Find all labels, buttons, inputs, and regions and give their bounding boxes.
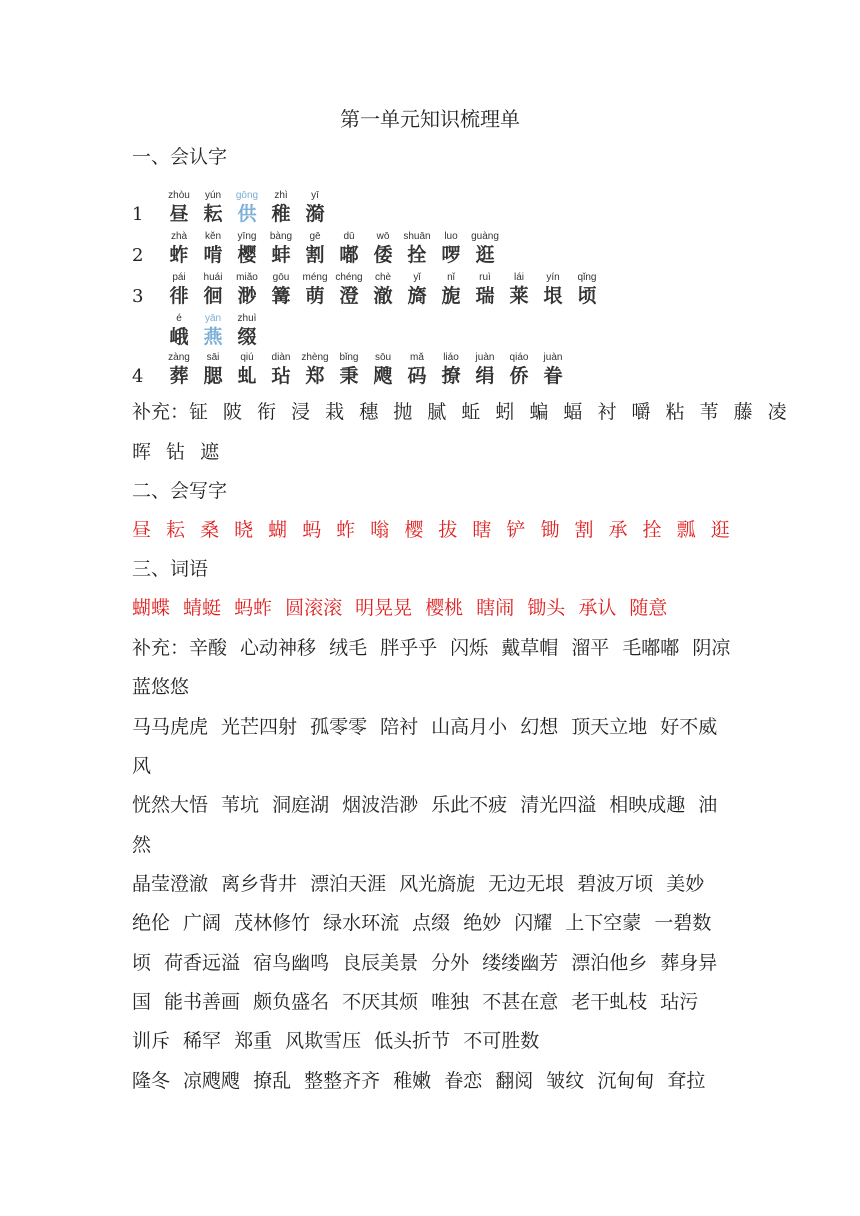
char-cell xyxy=(266,352,296,388)
char-cell xyxy=(164,231,194,267)
row-number: 3 xyxy=(132,286,144,307)
pinyin: nǐ xyxy=(447,272,455,283)
section2-heading: 二、会写字 xyxy=(132,480,228,502)
char-cell xyxy=(300,190,330,226)
char-cell xyxy=(334,231,364,267)
char-cell xyxy=(232,352,262,388)
hanzi: 蚌 xyxy=(271,244,291,266)
hanzi: 澈 xyxy=(373,285,393,307)
char-cell xyxy=(266,231,296,267)
hanzi: 漪 xyxy=(305,203,325,225)
char-cell xyxy=(198,352,228,388)
pinyin: zhèng xyxy=(301,352,329,363)
hanzi: 徊 xyxy=(203,285,223,307)
pinyin: shuān xyxy=(403,231,431,242)
char-cell xyxy=(470,231,500,267)
pinyin: mǎ xyxy=(410,352,424,363)
char-cell xyxy=(368,272,398,308)
char-cell xyxy=(300,231,330,267)
section1-heading: 一、会认字 xyxy=(132,146,228,168)
word-line: 顷 荷香远溢 宿鸟幽鸣 良辰美景 分外 缕缕幽芳 漂泊他乡 葬身异 xyxy=(132,952,718,974)
pinyin: é xyxy=(176,313,182,324)
pinyin: sōu xyxy=(374,352,392,363)
char-cell xyxy=(164,190,194,226)
pinyin: zhì xyxy=(274,190,288,201)
pinyin: luo xyxy=(444,231,458,242)
pinyin: qiáo xyxy=(509,352,529,363)
char-cell xyxy=(334,272,364,308)
pinyin: zhà xyxy=(170,231,188,242)
pinyin: bàng xyxy=(269,231,293,242)
hanzi: 眷 xyxy=(543,365,563,387)
hanzi: 萌 xyxy=(305,285,325,307)
pinyin: chè xyxy=(374,272,392,283)
char-cell xyxy=(300,272,330,308)
pinyin: huái xyxy=(203,272,223,283)
word-line: 隆冬 凉飕飕 撩乱 整整齐齐 稚嫩 眷恋 翻阅 皱纹 沉甸甸 耷拉 xyxy=(132,1070,706,1092)
hanzi: 昼 xyxy=(169,203,189,225)
hanzi: 腮 xyxy=(203,365,223,387)
char-cell xyxy=(402,231,432,267)
char-cell xyxy=(368,352,398,388)
write-chars: 昼 耘 桑 晓 蝴 蚂 蚱 嗡 樱 拔 瞎 铲 锄 割 承 拴 瓢 逛 xyxy=(132,519,730,541)
char-cell xyxy=(572,272,602,308)
pinyin: gōng xyxy=(235,190,259,201)
pinyin: diàn xyxy=(271,352,291,363)
key-words: 蝴蝶 蜻蜓 蚂蚱 圆滚滚 明晃晃 樱桃 瞎闹 锄头 承认 随意 xyxy=(132,597,668,619)
pinyin: wō xyxy=(376,231,390,242)
pinyin: méng xyxy=(302,272,328,283)
pinyin: qiú xyxy=(240,352,254,363)
hanzi: 码 xyxy=(407,365,427,387)
supplement-chars-line2: 晖 钻 遮 xyxy=(132,441,220,463)
hanzi: 割 xyxy=(305,244,325,266)
hanzi: 侨 xyxy=(509,365,529,387)
hanzi: 蚱 xyxy=(169,244,189,266)
pinyin: bǐng xyxy=(339,352,359,363)
char-cell xyxy=(198,190,228,226)
char-cell xyxy=(266,190,296,226)
pinyin: gē xyxy=(309,231,321,242)
hanzi: 渺 xyxy=(237,285,257,307)
char-cell xyxy=(300,352,330,388)
hanzi: 供 xyxy=(237,203,257,225)
pinyin: liáo xyxy=(443,352,459,363)
pinyin: dū xyxy=(343,231,355,242)
pinyin: sāi xyxy=(206,352,220,363)
hanzi: 旖 xyxy=(407,285,427,307)
hanzi: 峨 xyxy=(169,326,189,348)
hanzi: 秉 xyxy=(339,365,359,387)
char-cell xyxy=(402,272,432,308)
char-cell xyxy=(164,313,194,349)
pinyin: zhuì xyxy=(237,313,257,324)
hanzi: 拴 xyxy=(407,244,427,266)
word-line: 蓝悠悠 xyxy=(132,676,190,698)
char-cell xyxy=(470,272,500,308)
word-line: 补充：辛酸 心动神移 绒毛 胖乎乎 闪烁 戴草帽 溜平 毛嘟嘟 阴凉 xyxy=(132,637,731,659)
hanzi: 虬 xyxy=(237,365,257,387)
char-cell xyxy=(198,231,228,267)
word-line: 风 xyxy=(132,755,152,777)
pinyin: zhòu xyxy=(168,190,190,201)
hanzi: 绢 xyxy=(475,365,495,387)
pinyin: miǎo xyxy=(236,272,258,283)
word-line: 训斥 稀罕 郑重 风欺雪压 低头折节 不可胜数 xyxy=(132,1030,540,1052)
hanzi: 莱 xyxy=(509,285,529,307)
pinyin: yún xyxy=(204,190,222,201)
pinyin: juàn xyxy=(475,352,495,363)
char-cell xyxy=(470,352,500,388)
pinyin: ruì xyxy=(479,272,491,283)
hanzi: 飕 xyxy=(373,365,393,387)
row-number: 4 xyxy=(132,366,144,387)
hanzi: 篝 xyxy=(271,285,291,307)
section3-heading: 三、词语 xyxy=(132,558,209,580)
hanzi: 徘 xyxy=(169,285,189,307)
char-cell xyxy=(164,352,194,388)
char-cell xyxy=(504,272,534,308)
hanzi: 缀 xyxy=(237,326,257,348)
word-line: 晶莹澄澈 离乡背井 漂泊天涯 风光旖旎 无边无垠 碧波万顷 美妙 xyxy=(132,873,705,895)
char-cell xyxy=(436,272,466,308)
row-number: 1 xyxy=(132,204,144,225)
supplement-chars-line1: 补充：钲 陂 衔 浸 栽 穗 抛 腻 蚯 蚓 蝙 蝠 衬 嚼 粘 苇 藤 凌 xyxy=(132,401,787,423)
pinyin: yī xyxy=(311,190,319,201)
char-cell xyxy=(436,352,466,388)
pinyin: chéng xyxy=(335,272,363,283)
char-cell xyxy=(538,352,568,388)
pinyin: yīng xyxy=(237,231,257,242)
char-cell xyxy=(198,313,228,349)
row-number: 2 xyxy=(132,245,144,266)
pinyin: qǐng xyxy=(577,272,597,283)
hanzi: 耘 xyxy=(203,203,223,225)
hanzi: 旎 xyxy=(441,285,461,307)
word-line: 国 能书善画 颇负盛名 不厌其烦 唯独 不甚在意 老干虬枝 玷污 xyxy=(132,991,699,1013)
hanzi: 葬 xyxy=(169,365,189,387)
char-cell xyxy=(538,272,568,308)
char-cell xyxy=(402,352,432,388)
char-cell xyxy=(232,313,262,349)
word-line: 绝伦 广阔 茂林修竹 绿水环流 点缀 绝妙 闪耀 上下空蒙 一碧数 xyxy=(132,912,712,934)
pinyin: gōu xyxy=(272,272,290,283)
pinyin: juàn xyxy=(543,352,563,363)
pinyin: zàng xyxy=(168,352,190,363)
char-cell xyxy=(504,352,534,388)
hanzi: 稚 xyxy=(271,203,291,225)
hanzi: 瑞 xyxy=(475,285,495,307)
word-line: 马马虎虎 光芒四射 孤零零 陪衬 山高月小 幻想 顶天立地 好不威 xyxy=(132,716,718,738)
hanzi: 郑 xyxy=(305,365,325,387)
char-cell xyxy=(164,272,194,308)
char-cell xyxy=(232,190,262,226)
hanzi: 嘟 xyxy=(339,244,359,266)
hanzi: 玷 xyxy=(271,365,291,387)
pinyin: pái xyxy=(172,272,186,283)
pinyin: yān xyxy=(204,313,222,324)
pinyin: kěn xyxy=(204,231,222,242)
char-cell xyxy=(198,272,228,308)
hanzi: 顷 xyxy=(577,285,597,307)
hanzi: 逛 xyxy=(475,244,495,266)
hanzi: 倭 xyxy=(373,244,393,266)
hanzi: 燕 xyxy=(203,326,223,348)
pinyin: guàng xyxy=(471,231,499,242)
pinyin: yǐ xyxy=(413,272,421,283)
char-cell xyxy=(232,272,262,308)
hanzi: 撩 xyxy=(441,365,461,387)
hanzi: 樱 xyxy=(237,244,257,266)
char-cell xyxy=(368,231,398,267)
char-cell xyxy=(334,352,364,388)
page-title: 第一单元知识梳理单 xyxy=(340,107,520,131)
pinyin: yín xyxy=(546,272,560,283)
hanzi: 垠 xyxy=(543,285,563,307)
hanzi: 啰 xyxy=(441,244,461,266)
pinyin: lái xyxy=(513,272,524,283)
word-line: 然 xyxy=(132,834,152,856)
hanzi: 啃 xyxy=(203,244,223,266)
char-cell xyxy=(232,231,262,267)
word-line: 恍然大悟 苇坑 洞庭湖 烟波浩渺 乐此不疲 清光四溢 相映成趣 油 xyxy=(132,794,718,816)
char-cell xyxy=(436,231,466,267)
hanzi: 澄 xyxy=(339,285,359,307)
char-cell xyxy=(266,272,296,308)
